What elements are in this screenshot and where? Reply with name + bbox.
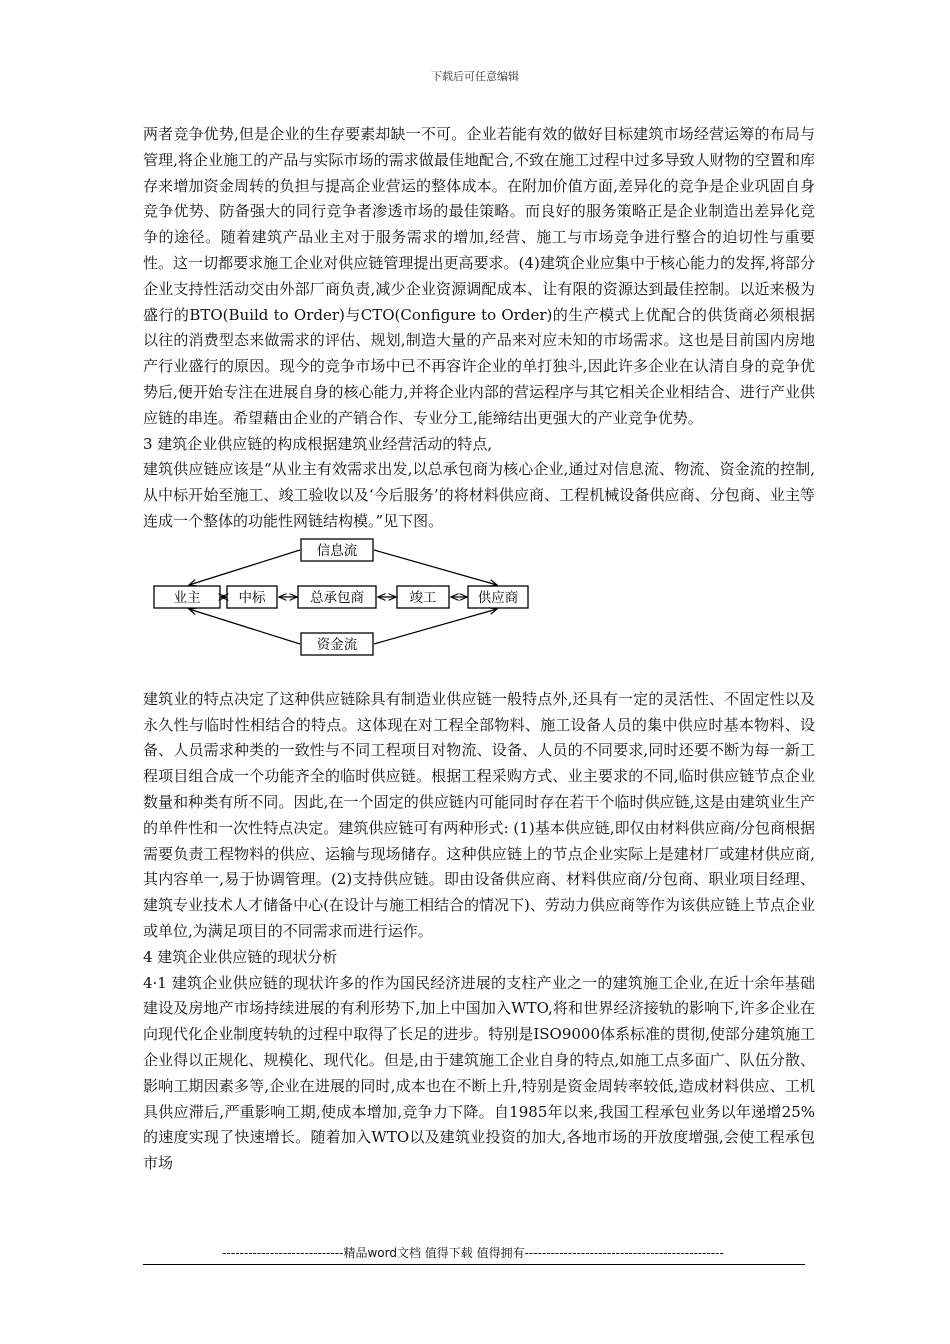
arrow-capital-owner bbox=[189, 609, 300, 644]
section-heading-4: 4 建筑企业供应链的现状分析 bbox=[143, 947, 338, 966]
label-owner: 业主 bbox=[173, 589, 201, 606]
page-header-note: 下载后可任意编辑 bbox=[431, 70, 519, 83]
paragraph-supply-chain-definition: 建筑供应链应该是“从业主有效需求出发,以总承包商为核心企业,通过对信息流、物流、资金流的控制,从中标开始至施工、竣工验收以及‘今后服务’的将材料供应商、工程机械设备供应商、分包商、业主等连成一个整体的功能性网链结构模。”见下图。 bbox=[143, 460, 815, 530]
label-bid: 中标 bbox=[238, 589, 266, 606]
label-completion: 竣工 bbox=[409, 589, 437, 606]
footer-divider bbox=[143, 1264, 805, 1265]
supply-chain-diagram bbox=[143, 535, 815, 687]
label-capital-flow: 资金流 bbox=[316, 636, 358, 653]
paragraph-competition: 两者竞争优势,但是企业的生存要素却缺一不可。企业若能有效的做好目标建筑市场经营运筹的布局与管理,将企业施工的产品与实际市场的需求做最佳地配合,不致在施工过程中过多导致人财物的空置和库存来增加资金周转的负担与提高企业营运的整体成本。在附加价值方面,差异化的竞争是企业巩固自身竞争优势、防备强大的同行竞争者渗透市场的最佳策略。而良好的服务策略正是企业制造出差异化竞争的途径。随着建筑产品业主对于服务需求的增加,经营、施工与市场竞争进行整合的迫切性与重要性。这一切都要求施工企业对供应链管理提出更高要求。(4)建筑企业应集中于核心能力的发挥,将部分企业支持性活动交由外部厂商负责,减少企业资源调配成本、让有限的资源达到最佳控制。以近来极为盛行的BTO(Build to Order)与CTO(Configure to Order)的生产模式上优配合的供货商必须根据以往的消费型态来做需求的评估、规划,制造大量的产品来对应未知的市场需求。这也是目前国内房地产行业盛行的原因。现今的竞争市场中已不再容许企业的单打独斗,因此许多企业在认清自身的竞争优势后,便开始专注在进展自身的核心能力,并将企业内部的营运程序与其它相关企业相结合、进行产业供应链的串连。希望藉由企业的产销合作、专业分工,能缔结出更强大的产业竞争优势。 bbox=[143, 125, 815, 427]
paragraph-status-analysis: 4·1 建筑企业供应链的现状许多的作为国民经济进展的支柱产业之一的建筑施工企业,在近十余年基础建设及房地产市场持续进展的有利形势下,加上中国加入WTO,将和世界经济接轨的影响下,许多企业在向现代化企业制度转轨的过程中取得了长足的进步。特别是ISO9000体系标准的贯彻,使部分建筑施工企业得以正规化、规模化、现代化。但是,由于建筑施工企业自身的特点,如施工点多面广、队伍分散、影响工期因素多等,企业在进展的同时,成本也在不断上升,特别是资金周转率较低,造成材料供应、工机具供应滞后,严重影响工期,使成本增加,竞争力下降。自1985年以来,我国工程承包业务以年递增25%的速度实现了快速增长。随着加入WTO以及建筑业投资的加大,各地市场的开放度增强,会使工程承包市场 bbox=[143, 973, 815, 1173]
arrow-info-supplier bbox=[374, 550, 497, 585]
document-body bbox=[143, 122, 815, 1177]
label-general-contractor: 总承包商 bbox=[310, 589, 364, 606]
arrow-supplier-capital bbox=[374, 609, 497, 644]
supply-chain-diagram-svg bbox=[143, 535, 815, 687]
page-footer-note: ----------------------------精品word文档 值得下载 值得拥有---------------------------------------------- bbox=[222, 1246, 724, 1260]
label-supplier: 供应商 bbox=[477, 589, 519, 606]
label-info-flow: 信息流 bbox=[316, 542, 358, 559]
arrow-owner-info bbox=[189, 550, 300, 585]
section-heading-3: 3 建筑企业供应链的构成根据建筑业经营活动的特点, bbox=[143, 434, 493, 453]
paragraph-construction-characteristics: 建筑业的特点决定了这种供应链除具有制造业供应链一般特点外,还具有一定的灵活性、不固定性以及永久性与临时性相结合的特点。这体现在对工程全部物料、施工设备人员的集中供应时基本物料、设备、人员需求种类的一致性与不同工程项目对物流、设备、人员的不同要求,同时还要不断为每一新工程项目组合成一个功能齐全的临时供应链。根据工程采购方式、业主要求的不同,临时供应链节点企业数量和种类有所不同。因此,在一个固定的供应链内可能同时存在若干个临时供应链,这是由建筑业生产的单件性和一次性特点决定。建筑供应链可有两种形式: (1)基本供应链,即仅由材料供应商/分包商根据需要负责工程物料的供应、运输与现场储存。这种供应链上的节点企业实际上是建材厂或建材供应商,其内容单一,易于协调管理。(2)支持供应链。即由设备供应商、材料供应商/分包商、职业项目经理、建筑专业技术人才储备中心(在设计与施工相结合的情况下)、劳动力供应商等作为该供应链上节点企业或单位,为满足项目的不同需求而进行运作。 bbox=[143, 689, 815, 940]
